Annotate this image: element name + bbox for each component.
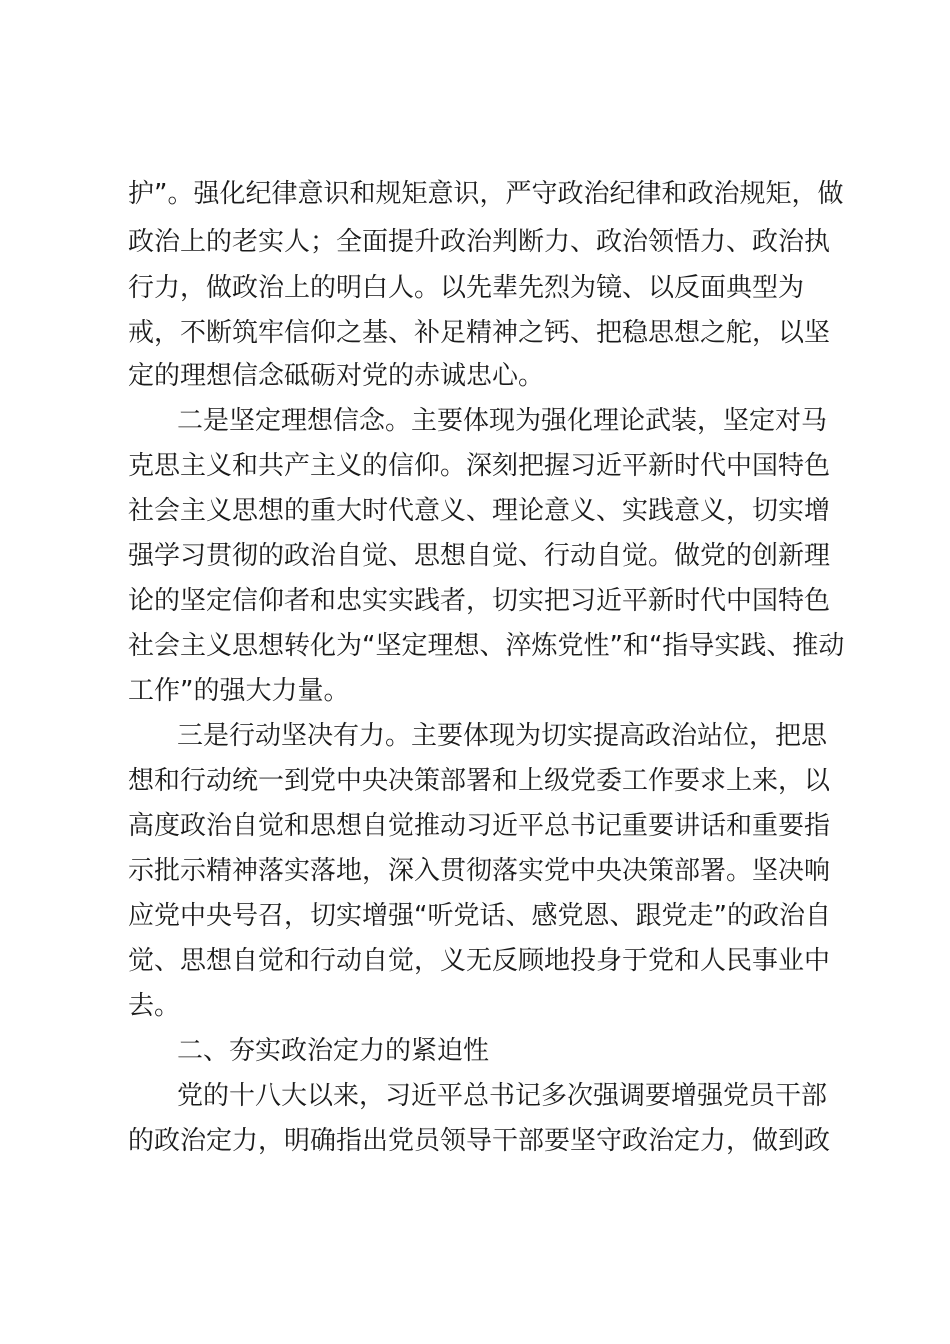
text-line: 高度政治自觉和思想自觉推动习近平总书记重要讲话和重要指 [128, 811, 831, 841]
text-line: 工作”的强大力量。 [128, 676, 350, 706]
paragraph-first-line: 三是行动坚决有力。主要体现为切实提高政治站位，把思 [177, 721, 828, 751]
text-line: 行力，做政治上的明白人。以先辈先烈为镜、以反面典型为 [128, 273, 805, 303]
text-line: 去。 [128, 991, 181, 1021]
text-line: 觉、思想自觉和行动自觉，义无反顾地投身于党和人民事业中 [128, 946, 831, 976]
text-line: 社会主义思想转化为“坚定理想、淬炼党性”和“指导实践、推动 [128, 631, 845, 661]
text-line: 想和行动统一到党中央决策部署和上级党委工作要求上来，以 [128, 766, 831, 796]
text-line: 护”。强化纪律意识和规矩意识，严守政治纪律和政治规矩，做 [128, 179, 844, 209]
section-heading: 二、夯实政治定力的紧迫性 [177, 1036, 490, 1066]
text-line: 戒，不断筑牢信仰之基、补足精神之钙、把稳思想之舵，以坚 [128, 318, 831, 348]
text-line: 克思主义和共产主义的信仰。深刻把握习近平新时代中国特色 [128, 451, 831, 481]
text-line: 政治上的老实人；全面提升政治判断力、政治领悟力、政治执 [128, 227, 831, 257]
text-line: 示批示精神落实落地，深入贯彻落实党中央决策部署。坚决响 [128, 856, 831, 886]
text-line: 强学习贯彻的政治自觉、思想自觉、行动自觉。做党的创新理 [128, 541, 831, 571]
paragraph-first-line: 党的十八大以来，习近平总书记多次强调要增强党员干部 [177, 1081, 828, 1111]
paragraph-first-line: 二是坚定理想信念。主要体现为强化理论武装，坚定对马 [177, 406, 828, 436]
text-line: 社会主义思想的重大时代意义、理论意义、实践意义，切实增 [128, 496, 831, 526]
text-line: 的政治定力，明确指出党员领导干部要坚守政治定力，做到政 [128, 1126, 831, 1156]
text-line: 论的坚定信仰者和忠实实践者，切实把习近平新时代中国特色 [128, 586, 831, 616]
text-line: 定的理想信念砥砺对党的赤诚忠心。 [128, 361, 545, 391]
text-line: 应党中央号召，切实增强“听党话、感党恩、跟党走”的政治自 [128, 901, 831, 931]
